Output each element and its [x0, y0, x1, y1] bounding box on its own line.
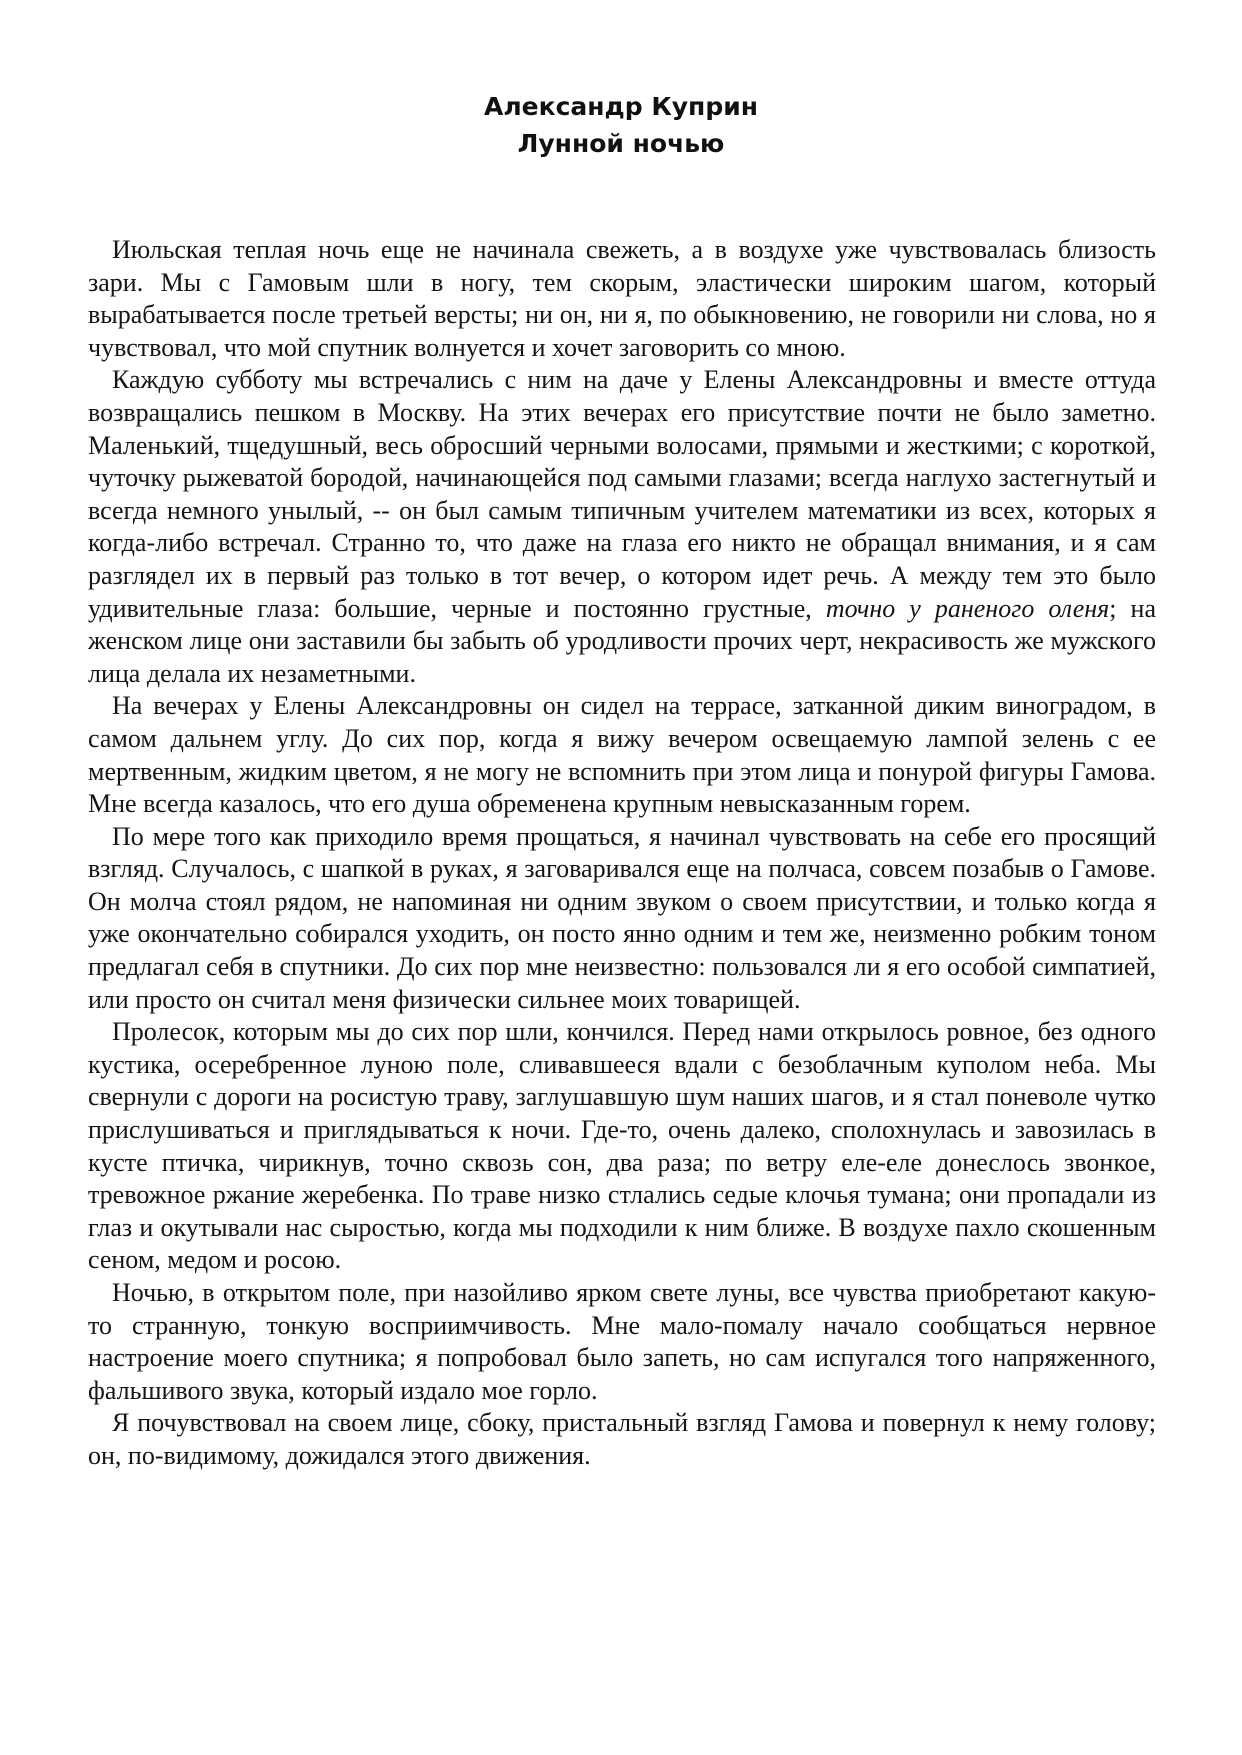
paragraph-4: По мере того как приходило время прощаться, я начинал чувствовать на себе его просящий взгляд. Случалось, с шапкой в руках, я заговаривался еще на полчаса, совсем позабыв о Гамове. Он молча стоял рядом, не напоминая ни одним звуком о своем присутствии, и только когда я уже окончательно собирался уходить, он посто янно одним и тем же, неизменно робким тоном предлагал себя в спутники. До сих пор мне неизвестно: пользовался ли я его особой симпатией, или просто он считал меня физически сильнее моих товарищей. — [88, 821, 1156, 1014]
paragraph-5: Пролесок, которым мы до сих пор шли, кончился. Перед нами открылось ровное, без одного кустика, осеребренное луною поле, сливавшееся вдали с безоблачным куполом неба. Мы свернули с дороги на росистую траву, заглушавшую шум наших шагов, и я стал поневоле чутко прислушиваться и приглядываться к ночи. Где-то, очень далеко, сполохнулась и завозилась в кусте птичка, чирикнув, точно сквозь сон, два раза; по ветру еле-еле донеслось звонкое, тревожное ржание жеребенка. По траве низко стлались седые клочья тумана; они пропадали из глаз и окутывали нас сыростью, когда мы подходили к ним ближе. В воздухе пахло скошенным сеном, медом и росою. — [88, 1017, 1156, 1275]
paragraph-6: Ночью, в открытом поле, при назойливо ярком свете луны, все чувства приобретают какую-то странную, тонкую восприимчивость. Мне мало-помалу начало сообщаться нервное настроение моего спутника; я попробовал было запеть, но сам испугался того напряженного, фальшивого звука, который издало мое горло. — [88, 1278, 1156, 1405]
paragraph-2-italic-phrase: точно у раненого оленя — [825, 593, 1110, 623]
story-body — [88, 234, 1156, 1473]
paragraph-7: Я почувствовал на своем лице, сбоку, пристальный взгляд Гамова и повернул к нему голову; он, по-видимому, дожидался этого движения. — [88, 1408, 1156, 1470]
title-block — [0, 88, 1242, 162]
paragraph-2-text-after: ; на женском лице они заставили бы забыть об уродливости прочих черт, некрасивость же мужского лица делала их незаметными. — [88, 593, 1156, 688]
paragraph-1: Июльская теплая ночь еще не начинала свежеть, а в воздухе уже чувствовалась близость зари. Мы с Гамовым шли в ногу, тем скорым, эластически широким шагом, который вырабатывается после третьей версты; ни он, ни я, по обыкновению, не говорили ни слова, но я чувствовал, что мой спутник волнуется и хочет заговорить со мною. — [88, 235, 1156, 362]
story-title: Лунной ночью — [517, 129, 725, 158]
author-name: Александр Куприн — [483, 92, 759, 121]
paragraph-2-text-before: Каждую субботу мы встречались с ним на даче у Елены Александровны и вместе оттуда возвращались пешком в Москву. На этих вечерах его присутствие почти не было заметно. Маленький, тщедушный, весь обросший черными волосами, прямыми и жесткими; с короткой, чуточку рыжеватой бородой, начинающейся под самыми глазами; всегда наглухо застегнутый и всегда немного унылый, -- он был самым типичным учителем математики из всех, которых я когда-либо встречал. Странно то, что даже на глаза его никто не обращал внимания, и я сам разглядел их в первый раз только в тот вечер, о котором идет речь. А между тем это было удивительные глаза: большие, черные и постоянно грустные, — [88, 365, 1156, 623]
paragraph-3: На вечерах у Елены Александровны он сидел на террасе, затканной диким виноградом, в самом дальнем углу. До сих пор, когда я вижу вечером освещаемую лампой зелень с ее мертвенным, жидким цветом, я не могу не вспомнить при этом лица и понурой фигуры Гамова. Мне всегда казалось, что его душа обременена крупным невысказанным горем. — [88, 691, 1156, 819]
paragraph-2 — [88, 364, 1156, 690]
